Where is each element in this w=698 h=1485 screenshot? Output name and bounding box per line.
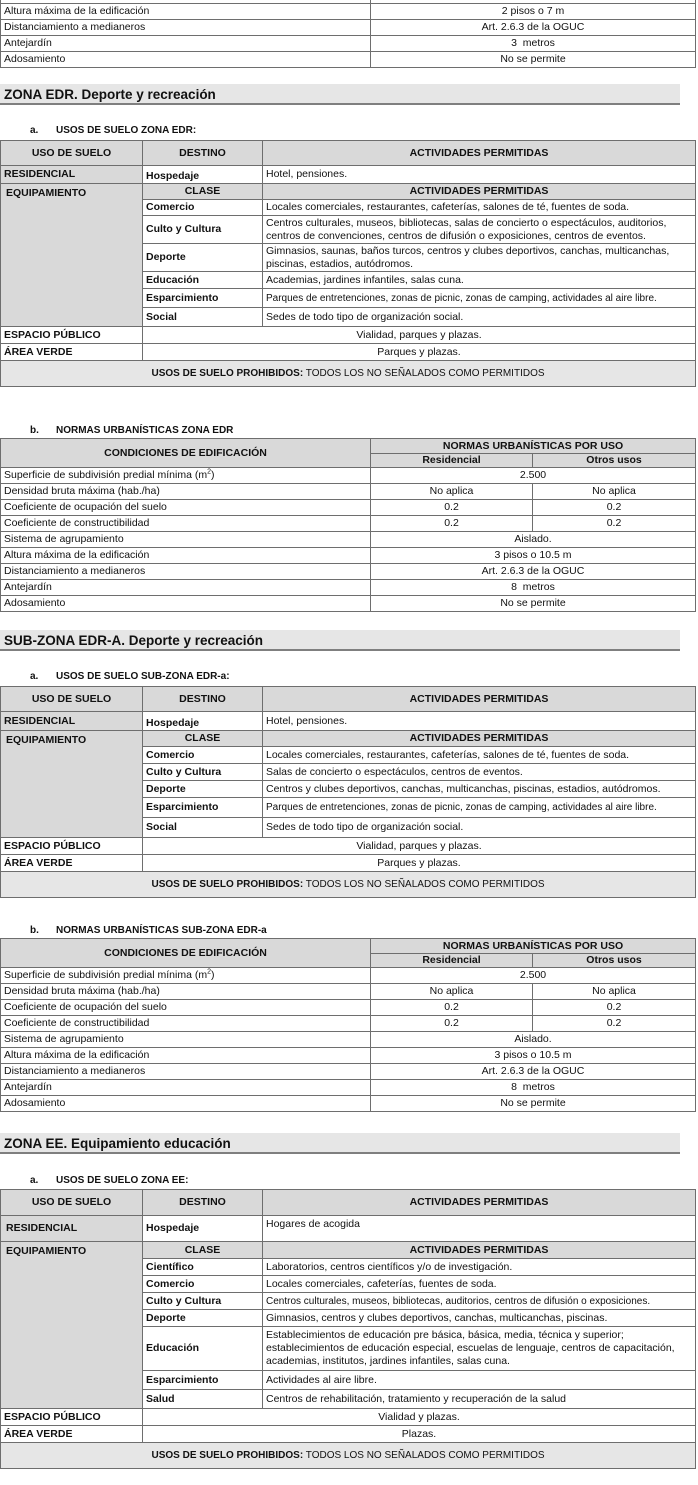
zone-title-edr-a: SUB-ZONA EDR-A. Deporte y recreación [0,630,680,651]
table-row: Adosamiento No se permite [1,1096,696,1112]
usos-title-ee: a. USOS DE SUELO ZONA EE: [30,1175,189,1186]
table-row: Antejardín 8 metros [1,1080,696,1096]
table-row: Comercio Locales comerciales, restaurantes, cafeterías, salones de té, fuentes de soda. [1,747,696,764]
table-row: Sistema de agrupamiento Aislado. [1,1032,696,1048]
table-row: Coeficiente de ocupación del suelo 0.2 0.2 [1,1000,696,1016]
table-row: Comercio Locales comerciales, restaurantes, cafeterías, salones de té, fuentes de soda. [1,200,696,216]
table-row: Social Sedes de todo tipo de organización social. [1,308,696,327]
table-row: Social Sedes de todo tipo de organización social. [1,818,696,838]
zone-title-edr: ZONA EDR. Deporte y recreación [0,84,680,105]
normas-table-edr-a: CONDICIONES DE EDIFICACIÓN NORMAS URBANÍSTICAS POR USO Residencial Otros usos Superficie de subdivisión predial mínima $(m^2)$ 2.500 Densidad bruta máxima (hab./ha) No aplica No aplica Coeficiente de ocupación del suelo 0.2 0.2 Coeficiente de constructibilidad 0.2 0.2 Sistema de agrupamiento Aislado. Altura máxima de la edificación 3 pisos o 10.5 m Distanciamiento a medianeros Art. 2.6.3 de la OGUC Antejardín 8 metros Adosamiento No se permite [0,938,696,1112]
col-header-destino: DESTINO [143,141,263,166]
table-row: Salud Centros de rehabilitación, tratamiento y recuperación de la salud [1,1390,696,1409]
table-row: Distanciamiento a medianeros Art. 2.6.3 de la OGUC [1,1064,696,1080]
normas-table-edr: CONDICIONES DE EDIFICACIÓN NORMAS URBANÍSTICAS POR USO Residencial Otros usos Superficie de subdivisión predial mínima $(m^2)$ 2.500 Densidad bruta máxima (hab./ha) No aplica No aplica Coeficiente de ocupación del suelo 0.2 0.2 Coeficiente de constructibilidad 0.2 0.2 Sistema de agrupamiento Aislado. Altura máxima de la edificación 3 pisos o 10.5 m Distanciamiento a medianeros Art. 2.6.3 de la OGUC Antejardín 8 metros Adosamiento No se permite [0,438,696,612]
table-row: Sistema de agrupamiento Aislado. [1,532,696,548]
normas-title-edr-a: b. NORMAS URBANÍSTICAS SUB-ZONA EDR-a [30,925,267,936]
table-row: Comercio Locales comerciales, cafeterías, fuentes de soda. [1,1276,696,1293]
table-row: Coeficiente de ocupación del suelo 0.2 0.2 [1,500,696,516]
table-row: Deporte Gimnasios, centros y clubes deportivos, canchas, multicanchas, piscinas. [1,1310,696,1327]
table-row: Superficie de subdivisión predial mínima $(m^2)$ 2.500 [1,968,696,984]
table-row: Densidad bruta máxima (hab./ha) No aplica No aplica [1,984,696,1000]
normas-title-edr: b. NORMAS URBANÍSTICAS ZONA EDR [30,425,234,436]
usos-title-edr: a. USOS DE SUELO ZONA EDR: [30,125,197,136]
table-row: Coeficiente de constructibilidad 0.2 0.2 [1,516,696,532]
table-row: Educación Academias, jardines infantiles, salas cuna. [1,272,696,289]
table-row: Distanciamiento a medianeros Art. 2.6.3 de la OGUC [1,19,696,35]
table-row: Esparcimiento Actividades al aire libre. [1,1371,696,1390]
table-row: Altura máxima de la edificación 3 pisos o 10.5 m [1,1048,696,1064]
table-row: Distanciamiento a medianeros Art. 2.6.3 de la OGUC [1,564,696,580]
table-row: Antejardín 8 metros [1,580,696,596]
table-row: Esparcimiento Parques de entretenciones, zonas de picnic, zonas de camping, actividades al aire libre. [1,798,696,818]
usos-table-ee: USO DE SUELO DESTINO ACTIVIDADES PERMITIDAS RESIDENCIAL Hospedaje Hogares de acogida EQUIPAMIENTO CLASE ACTIVIDADES PERMITIDAS Científico Laboratorios, centros científicos y/o de investigación. Comercio Locales comerciales, cafeterías, fuentes de soda. Culto y Cultura Centros culturales, museos, bibliotecas, auditorios, centros de difusión o exposiciones. Deporte Gimnasios, centros y clubes deportivos, canchas, multicanchas, piscinas. Educación Establecimientos de educación pre básica, básica, media, técnica y superior; establecimientos de educación especial, escuelas de lenguaje, centros de capacitación, academias, institutos, jardines infantiles, salas cuna. Esparcimiento Actividades al aire libre. Salud Centros de rehabilitación, tratamiento y recuperación de la salud ESPACIO PÚBLICO Vialidad y plazas. ÁREA VERDE Plazas. USOS DE SUELO PROHIBIDOS: TODOS LOS NO SEÑALADOS COMO PERMITIDOS [0,1189,696,1469]
table-row: Deporte Gimnasios, saunas, baños turcos, centros y clubes deportivos, canchas, multicanchas, piscinas, estadios, autódromos. [1,244,696,272]
table-row: Educación Establecimientos de educación pre básica, básica, media, técnica y superior; establecimientos de educación especial, escuelas de lenguaje, centros de capacitación, academias, institutos, jardines infantiles, salas cuna. [1,1327,696,1371]
usos-table-edr-a: USO DE SUELO DESTINO ACTIVIDADES PERMITIDAS RESIDENCIAL Hospedaje Hotel, pensiones. EQUIPAMIENTO CLASE ACTIVIDADES PERMITIDAS Comercio Locales comerciales, restaurantes, cafeterías, salones de té, fuentes de soda. Culto y Cultura Salas de concierto o espectáculos, centros de eventos. Deporte Centros y clubes deportivos, canchas, multicanchas, piscinas, estadios, autódromos. Esparcimiento Parques de entretenciones, zonas de picnic, zonas de camping, actividades al aire libre. Social Sedes de todo tipo de organización social. ESPACIO PÚBLICO Vialidad, parques y plazas. ÁREA VERDE Parques y plazas. USOS DE SUELO PROHIBIDOS: TODOS LOS NO SEÑALADOS COMO PERMITIDOS [0,686,696,898]
zone-title-ee: ZONA EE. Equipamiento educación [0,1133,680,1154]
table-row: Adosamiento No se permite [1,596,696,612]
table-row: Culto y Cultura Centros culturales, museos, bibliotecas, auditorios, centros de difusión o exposiciones. [1,1293,696,1310]
table-row: Deporte Centros y clubes deportivos, canchas, multicanchas, piscinas, estadios, autódromos. [1,781,696,798]
table-row: Adosamiento No se permite [1,51,696,67]
table-row: Culto y Cultura Centros culturales, museos, bibliotecas, salas de concierto o espectáculos, auditorios, centros de convenciones, centros de difusión o exposiciones, centros de eventos. [1,216,696,244]
table-row: Densidad bruta máxima (hab./ha) No aplica No aplica [1,484,696,500]
table-row: Coeficiente de constructibilidad 0.2 0.2 [1,1016,696,1032]
prohibidos-row: USOS DE SUELO PROHIBIDOS: TODOS LOS NO SEÑALADOS COMO PERMITIDOS [1,872,696,898]
table-row: Culto y Cultura Salas de concierto o espectáculos, centros de eventos. [1,764,696,781]
col-header-actividades: ACTIVIDADES PERMITIDAS [263,141,696,166]
table-row: Científico Laboratorios, centros científicos y/o de investigación. [1,1259,696,1276]
prohibidos-row: USOS DE SUELO PROHIBIDOS: TODOS LOS NO SEÑALADOS COMO PERMITIDOS [1,1443,696,1469]
table-row: Altura máxima de la edificación 2 pisos o 7 m [1,3,696,19]
table-row: Antejardín 3 metros [1,35,696,51]
prohibidos-row: USOS DE SUELO PROHIBIDOS: TODOS LOS NO SEÑALADOS COMO PERMITIDOS [1,361,696,387]
col-header-uso: USO DE SUELO [1,141,143,166]
usos-table-edr: USO DE SUELO DESTINO ACTIVIDADES PERMITIDAS RESIDENCIAL Hospedaje Hotel, pensiones. EQUIPAMIENTO CLASE ACTIVIDADES PERMITIDAS Comercio Locales comerciales, restaurantes, cafeterías, salones de té, fuentes de soda. Culto y Cultura Centros culturales, museos, bibliotecas, salas de concierto o espectáculos, auditorios, centros de convenciones, centros de difusión o exposiciones, centros de eventos. Deporte Gimnasios, saunas, baños turcos, centros y clubes deportivos, canchas, multicanchas, piscinas, estadios, autódromos. Educación Academias, jardines infantiles, salas cuna. Esparcimiento Parques de entretenciones, zonas de picnic, zonas de camping, actividades al aire libre. Social Sedes de todo tipo de organización social. ESPACIO PÚBLICO Vialidad, parques y plazas. ÁREA VERDE Parques y plazas. USOS DE SUELO PROHIBIDOS: TODOS LOS NO SEÑALADOS COMO PERMITIDOS [0,140,696,387]
table-row: Superficie de subdivisión predial mínima $(m^2)$ 2.500 [1,468,696,484]
usos-title-edr-a: a. USOS DE SUELO SUB-ZONA EDR-a: [30,671,230,682]
previous-zone-norms-table [0,0,696,68]
table-row: Esparcimiento Parques de entretenciones, zonas de picnic, zonas de camping, actividades al aire libre. [1,289,696,308]
table-row: Altura máxima de la edificación 3 pisos o 10.5 m [1,548,696,564]
